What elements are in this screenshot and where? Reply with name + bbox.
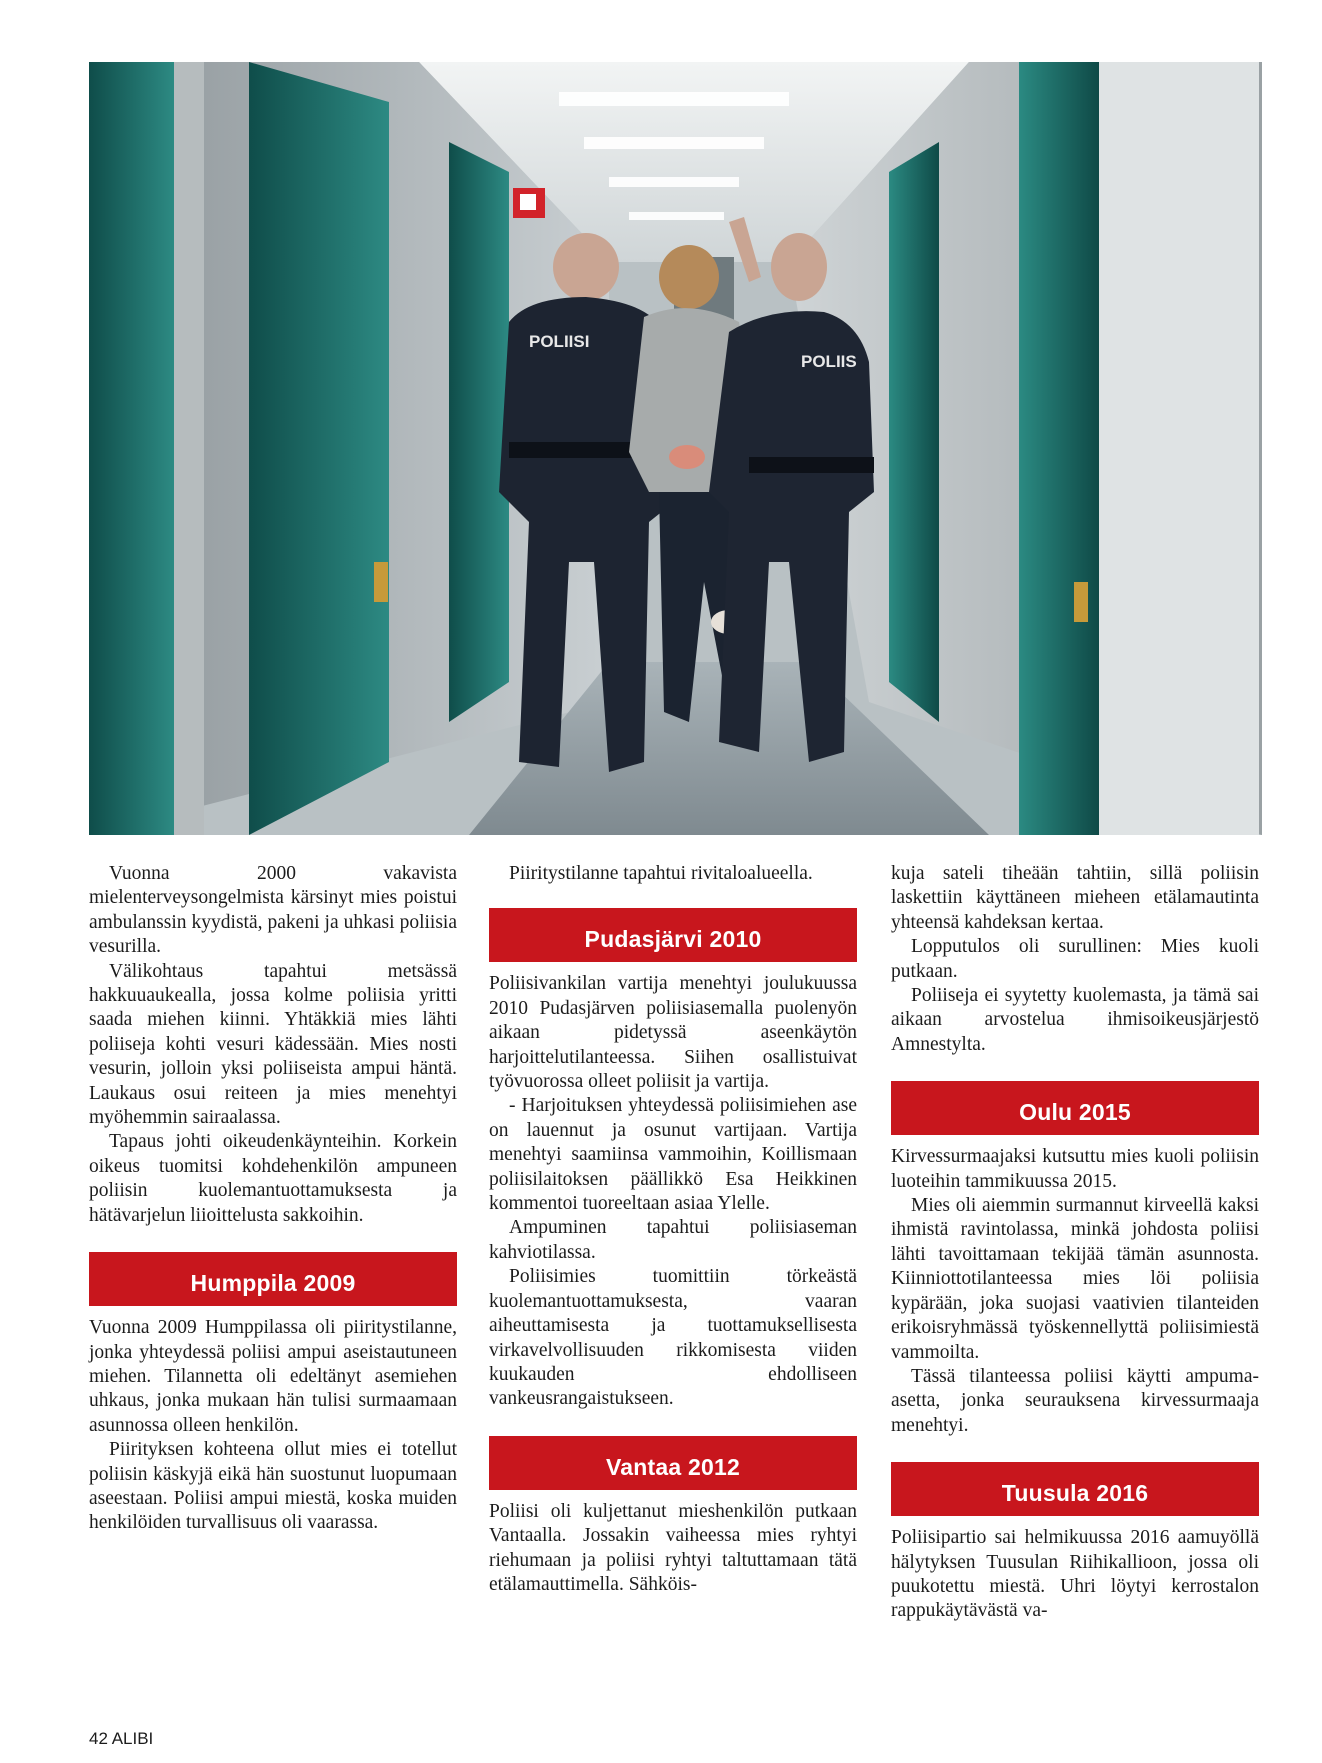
jacket-label-left: POLIISI [529,332,590,351]
section-heading-tuusula: Tuusula 2016 [891,1462,1259,1516]
paragraph: Piiritystilanne tapahtui rivitaloalueella. [509,863,813,884]
paragraph: Ampuminen tapahtui poliisiaseman kahviotilassa. [489,1217,857,1263]
paragraph: - Harjoituksen yhteydessä poliisimiehen ase on lauennut ja osunut vartijaan. Vartija menehtyi saamiinsa vammoihin, Koillismaan poliisilaitoksen päällikkö Esa Heikkinen kommentoi tuoreeltaan asiaa Ylelle. [489,1095,857,1215]
paragraph: Poliiseja ei syytetty kuolemasta, ja tämä sai aikaan arvostelua ihmisoikeusjärjestö Amnestylta. [891,985,1259,1055]
paragraph: Kirvessurmaajaksi kutsuttu mies kuoli poliisin luoteihin tammikuussa 2015. [891,1146,1259,1192]
paragraph: Piirityksen kohteena ollut mies ei totellut poliisin käskyjä eikä hän suostunut luopumaan aseestaan. Poliisi ampui miestä, koska muiden henkilöiden turvallisuus oli vaarassa. [89,1439,457,1534]
paragraph: Poliisimies tuomittiin törkeästä kuolemantuottamuksesta, vaaran aiheuttamisesta ja tuottamuksellisesta virkavelvollisuuden rikkomisesta viiden kuukauden ehdolliseen vankeusrangaistukseen. [489,1266,857,1410]
page-folio: 42 ALIBI [89,1729,154,1748]
paragraph: Mies oli aiemmin surmannut kirveellä kaksi ihmistä ravintolassa, minkä johdosta poliisi lähti tavoittamaan tekijää tämän asunnosta. Kiinniottotilanteessa mies löi poliisia kypärään, joka suojasi vaativien tilanteiden erikoisryhmässä työskennellyttä poliisimiestä vammoilta. [891,1195,1259,1363]
paragraph: Vuonna 2000 vakavista mielenterveysongelmista kärsinyt mies poistui ambulanssin kyydistä, pakeni ja uhkasi poliisia vesurilla. [89,863,457,958]
section-heading-oulu: Oulu 2015 [891,1081,1259,1135]
paragraph: Tapaus johti oikeudenkäynteihin. Korkein oikeus tuomitsi kohdehenkilön ampuneen poliisin kuolemantuottamuksesta ja hätävarjelun liioittelusta sakkoihin. [89,1131,457,1226]
article-photo [89,62,1262,835]
paragraph: Lopputulos oli surullinen: Mies kuoli putkaan. [891,936,1259,982]
paragraph: Poliisipartio sai helmikuussa 2016 aamuyöllä hälytyksen Tuusulan Riihikallioon, jossa oli puukotettu miestä. Uhri löytyi kerrostalon rappukäytävästä va- [891,1527,1259,1622]
section-heading-humppila: Humppila 2009 [89,1252,457,1306]
photo-police-escort-icon [89,62,1262,835]
paragraph: Poliisivankilan vartija menehtyi joulukuussa 2010 Pudasjärven poliisiasemalla puolenyön aikaan pidetyssä aseenkäytön harjoittelutilanteessa. Siihen osallistuivat työvuorossa olleet poliisit ja vartija. [489,973,857,1093]
section-heading-pudasjarvi: Pudasjärvi 2010 [489,908,857,962]
column-3 [891,862,1259,1624]
paragraph: Välikohtaus tapahtui metsässä hakkuuaukealla, jossa kolme poliisia yritti saada miehen kiinni. Yhtäkkiä mies lähti poliiseja kohti vesuri kädessään. Mies nosti vesurin, jolloin yksi poliiseista ampui häntä. Laukaus osui reiteen ja mies menehtyi myöhemmin sairaalassa. [89,960,457,1129]
column-1 [89,862,457,1536]
column-2 [489,862,857,1597]
paragraph: Tässä tilanteessa poliisi käytti ampuma-asetta, jonka seurauksena kirvessurmaaja menehtyi. [891,1365,1259,1436]
paragraph: kuja sateli tiheään tahtiin, sillä poliisin laskettiin käyttäneen mieheen etälamautinta yhteensä kahdeksan kertaa. [891,863,1259,933]
section-heading-vantaa: Vantaa 2012 [489,1436,857,1490]
jacket-label-right: POLIIS [801,352,857,371]
paragraph: Poliisi oli kuljettanut mieshenkilön putkaan Vantaalla. Jossakin vaiheessa mies ryhtyi riehumaan ja poliisi ryhtyi taltuttamaan tätä etälamauttimella. Sähköis- [489,1500,857,1595]
paragraph: Vuonna 2009 Humppilassa oli piiritystilanne, jonka yhteydessä poliisi ampui aseistautuneen miehen. Tilannetta oli edeltänyt asemiehen uhkaus, jonka mukaan hän tulisi surmaamaan asunnossa olleen henkilön. [89,1317,457,1436]
